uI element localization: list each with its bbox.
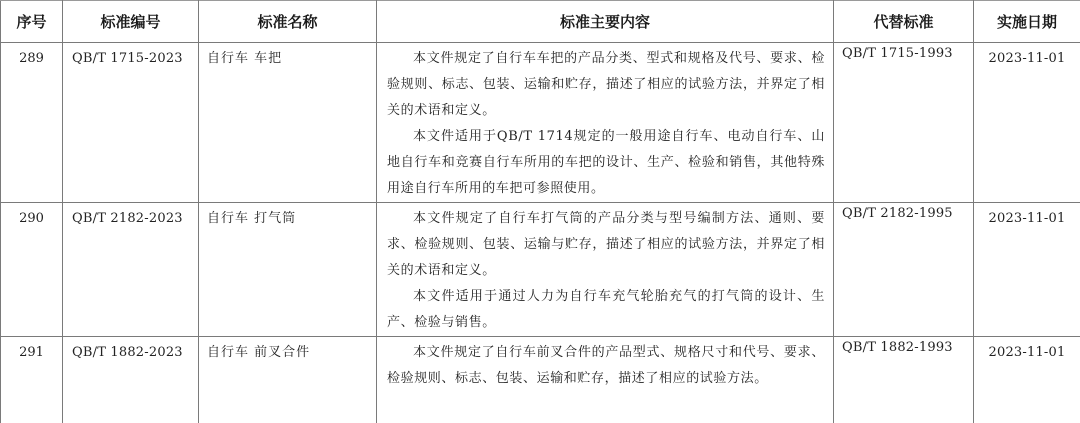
standard-name: 自行车 打气筒: [199, 203, 377, 337]
standard-content: [377, 203, 834, 337]
table-header-row: [1, 1, 1080, 43]
row-number: 290: [1, 203, 63, 337]
standard-code: QB/T 1882-2023: [63, 337, 199, 423]
replaced-standard: QB/T 1715-1993: [834, 43, 974, 203]
standard-name: 自行车 前叉合件: [199, 337, 377, 423]
effective-date: 2023-11-01: [974, 43, 1080, 203]
standard-content: [377, 337, 834, 423]
replaced-standard: QB/T 2182-1995: [834, 203, 974, 337]
replaced-standard: QB/T 1882-1993: [834, 337, 974, 423]
standard-code: QB/T 2182-2023: [63, 203, 199, 337]
header-content: 标准主要内容: [377, 1, 834, 43]
table-row: [1, 43, 1080, 203]
header-name: 标准名称: [199, 1, 377, 43]
content-paragraph: 本文件规定了自行车车把的产品分类、型式和规格及代号、要求、检验规则、标志、包装、运输和贮存，描述了相应的试验方法，并界定了相关的术语和定义。: [387, 46, 825, 124]
content-paragraph: 本文件规定了自行车前叉合件的产品型式、规格尺寸和代号、要求、检验规则、标志、包装、运输和贮存，描述了相应的试验方法。: [387, 340, 825, 392]
row-number: 289: [1, 43, 63, 203]
standard-name: 自行车 车把: [199, 43, 377, 203]
table-row: [1, 203, 1080, 337]
effective-date: 2023-11-01: [974, 337, 1080, 423]
content-paragraph: 本文件适用于QB/T 1714规定的一般用途自行车、电动自行车、山地自行车和竞赛自行车所用的车把的设计、生产、检验和销售，其他特殊用途自行车所用的车把可参照使用。: [387, 124, 825, 202]
row-number: 291: [1, 337, 63, 423]
content-paragraph: 本文件规定了自行车打气筒的产品分类与型号编制方法、通则、要求、检验规则、包装、运输与贮存，描述了相应的试验方法，并界定了相关的术语和定义。: [387, 206, 825, 284]
table-row: [1, 337, 1080, 423]
header-code: 标准编号: [63, 1, 199, 43]
standard-code: QB/T 1715-2023: [63, 43, 199, 203]
header-no: 序号: [1, 1, 63, 43]
content-paragraph: 本文件适用于通过人力为自行车充气轮胎充气的打气筒的设计、生产、检验与销售。: [387, 284, 825, 336]
effective-date: 2023-11-01: [974, 203, 1080, 337]
header-date: 实施日期: [974, 1, 1080, 43]
header-replace: 代替标准: [834, 1, 974, 43]
standard-content: [377, 43, 834, 203]
